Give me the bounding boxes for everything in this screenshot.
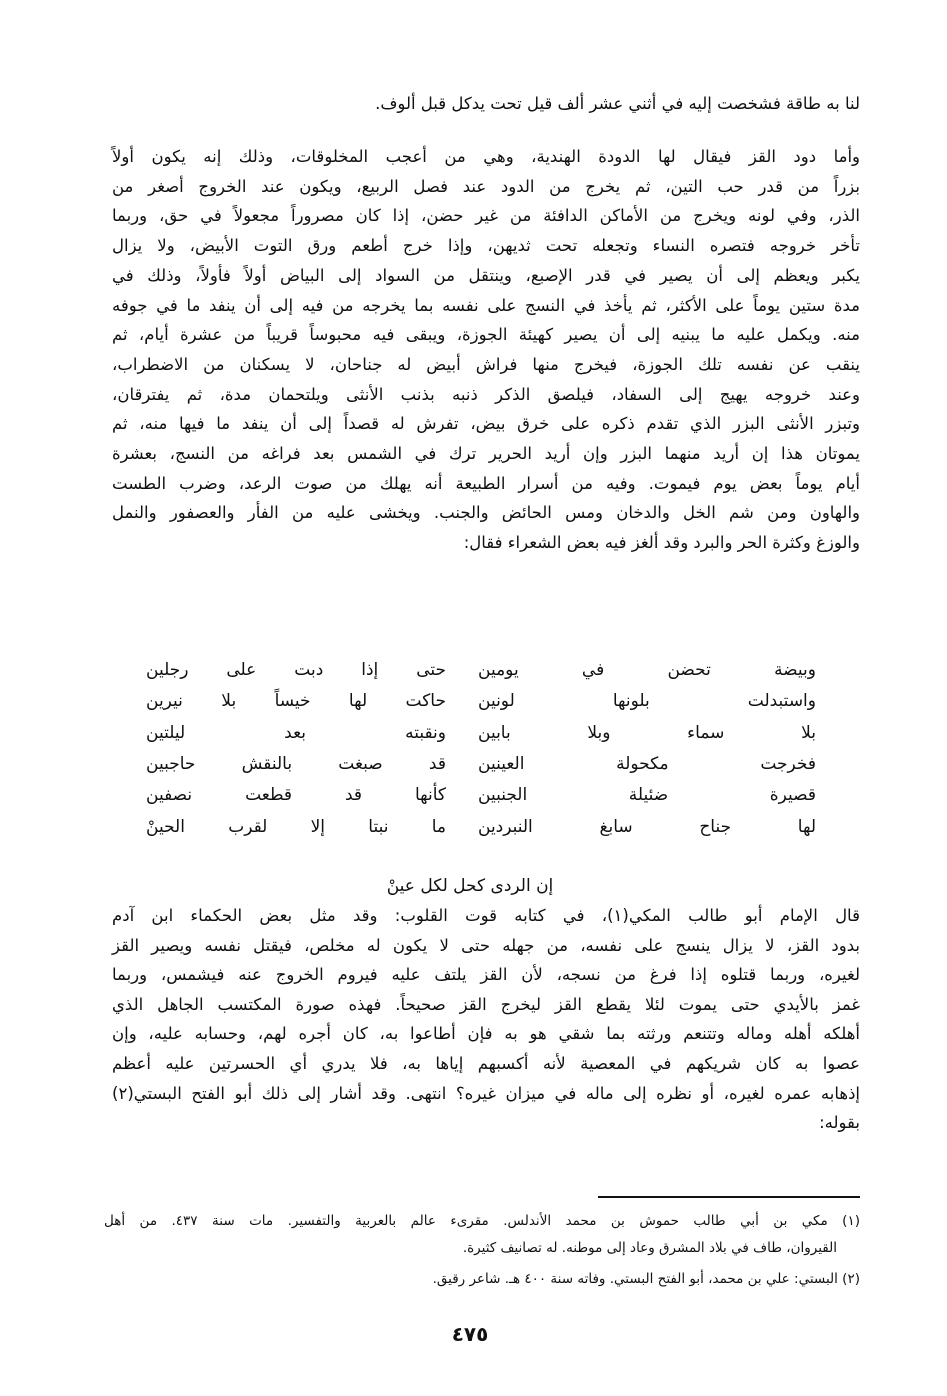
verse-first-hemistich: واستبدلت بلونها لونين	[478, 691, 816, 712]
paragraph-2-line: غمز بالأيدي حتى يموت لئلا يقطع القز ليخرج القز صحيحاً. فهذه صورة المكتسب الجاهل الذي	[112, 994, 860, 1014]
intro-line: لنا به طاقة فشخصت إليه في أثني عشر ألف قيل تحت يدكل قبل ألوف.	[375, 94, 860, 113]
paragraph-1-line: بزراً من قدر حب التين، ثم يخرج من الدود عند فصل الربيع، ويكون عند الخروج أصغر من	[112, 176, 860, 196]
verse-first-hemistich: وبيضة تحضن في يومين	[478, 660, 816, 680]
paragraph-1-line: منه. ويكمل عليه ما يبنيه إلى أن يصير كهيئة الجوزة، ويبقى فيه محبوساً قريباً من عشرة أيام، ثم	[112, 325, 860, 345]
verse-second-hemistich: قد صبغت بالنقش حاجبين	[146, 753, 446, 774]
paragraph-2-line: عصوا به كان شريكهم في المعصية لأنه أكسبهم إياها به، فلا يدري أي الحسرتين عليه أعظم	[112, 1054, 860, 1073]
paragraph-1-line: والوزغ وكثرة الحر والبرد وقد ألغز فيه بعض الشعراء فقال:	[463, 533, 860, 553]
page-number: ٤٧٥	[451, 1322, 489, 1346]
paragraph-2-line: بدود القز، لا يزال ينسج على نفسه، من جهله حتى لا يكون له مخلص، فيقتل نفسه ويصير القز	[112, 935, 860, 955]
footnote-divider	[598, 1196, 860, 1198]
paragraph-1-line: وتبزر الأنثى البزر الذي تقدم ذكره على خرق بيض، تفرش له قصداً إلى أن ينفد ما فيها منه، ثم	[112, 414, 860, 434]
paragraph-1-line: الذر، وفي لونه ويخرج من الأماكن الدافئة من غير حضن، إذا كان مصروراً مجعولاً في حق، وربما	[112, 206, 860, 226]
verse-second-hemistich: كأنها قد قطعت نصفين	[146, 785, 446, 806]
verse-second-hemistich: ونقبته بعد ليلتين	[146, 722, 446, 743]
paragraph-1-line: أيام يوماً بعض يوم فيموت. وفيه من أسرار الطبيعة أنه يهلك من صوت الرعد، وضرب الطست	[112, 473, 860, 493]
paragraph-1-line: يكبر ويعظم إلى أن يصير في قدر الإصبع، وينتقل من السواد إلى البياض أولاً فأولاً، وذلك في	[112, 265, 860, 285]
footnote-2: (٢) البستي: علي بن محمد، أبو الفتح البستي. وفاته سنة ٤٠٠ هـ. شاعر رقيق.	[432, 1271, 860, 1287]
verse-first-hemistich: فخرجت مكحولة العينين	[478, 753, 816, 774]
footnote-1-continued: القيروان، طاف في بلاد المشرق وعاد إلى موطنه. له تصانيف كثيرة.	[462, 1240, 837, 1256]
verse-first-hemistich: قصيرة ضئيلة الجنبين	[478, 785, 816, 806]
paragraph-2-line: قال الإمام أبو طالب المكي(١)، في كتابه قوت القلوب: وقد مثل بعض الحكماء ابن آدم	[112, 906, 860, 925]
paragraph-1-line: وأما دود القز فيقال لها الدودة الهندية، وهي من أعجب المخلوقات، وذلك إنه يكون أولاً	[112, 147, 860, 166]
paragraph-2-line: إذهابه عمره لغيره، أو نظره إلى ماله في ميزان غيره؟ انتهى. وقد أشار إلى ذلك أبو الفتح البستي(٢)	[112, 1083, 860, 1103]
verse-final-line: إن الردى كحل لكل عينْ	[386, 876, 554, 896]
paragraph-1-line: تأخر خروجه فتصره النساء وتجعله تحت ثديهن، وإذا خرج أطعم ورق التوت الأبيض، ولا يزال	[112, 236, 860, 256]
paragraph-1-line: مدة ستين يوماً على الأكثر، ثم يأخذ في النسج على نفسه بما يخرجه من فيه إلى أن ينفد ما في جوفه	[112, 295, 860, 315]
verse-first-hemistich: لها جناح سابغ النبردين	[478, 816, 816, 837]
footnote-1: (١) مكي بن أبي طالب حموش بن محمد الأندلس. مقرىء عالم بالعربية والتفسير. مات سنة ٤٣٧. من أهل	[104, 1213, 860, 1229]
verse-second-hemistich: ما نبتا إلا لقرب الحينْ	[146, 816, 446, 837]
paragraph-1-line: والهاون ومن شم الخل والدخان ومس الحائض والجنب. ويخشى عليه من الفأر والعصفور والنمل	[112, 503, 860, 523]
paragraph-2-line: لغيره، وربما قتلوه إذا فرغ من نسجه، لأن القز يلتف عليه فيروم الخروج عنه فيشمس، وربما	[112, 965, 860, 985]
verse-second-hemistich: حتى إذا دبت على رجلين	[146, 660, 446, 680]
verse-second-hemistich: حاكت لها خيساً بلا نيرين	[146, 691, 446, 712]
paragraph-2-line: بقوله:	[819, 1113, 860, 1133]
paragraph-1-line: يموتان هذا إن أريد منهما البزر وإن أريد الحرير ترك في الشمس بعد فراغه من النسج، بعشرة	[112, 444, 860, 463]
verse-first-hemistich: بلا سماء وبلا بابين	[478, 722, 816, 743]
paragraph-1-line: ينقب عن نفسه تلك الجوزة، فيخرج منها فراش أبيض له جناحان، لا يسكنان من الاضطراب،	[112, 354, 860, 374]
paragraph-1-line: وعند خروجه يهيج إلى السفاد، فيلصق الذكر ذنبه بذنب الأنثى ويلتحمان مدة، ثم يفترقان،	[112, 384, 860, 404]
paragraph-2-line: أهلكه أهله وماله وتتنعم ورثته بما شقي هو به فإن أطاعوا به، كان أجره لهم، وحسابه عليه، وإن	[112, 1024, 860, 1044]
